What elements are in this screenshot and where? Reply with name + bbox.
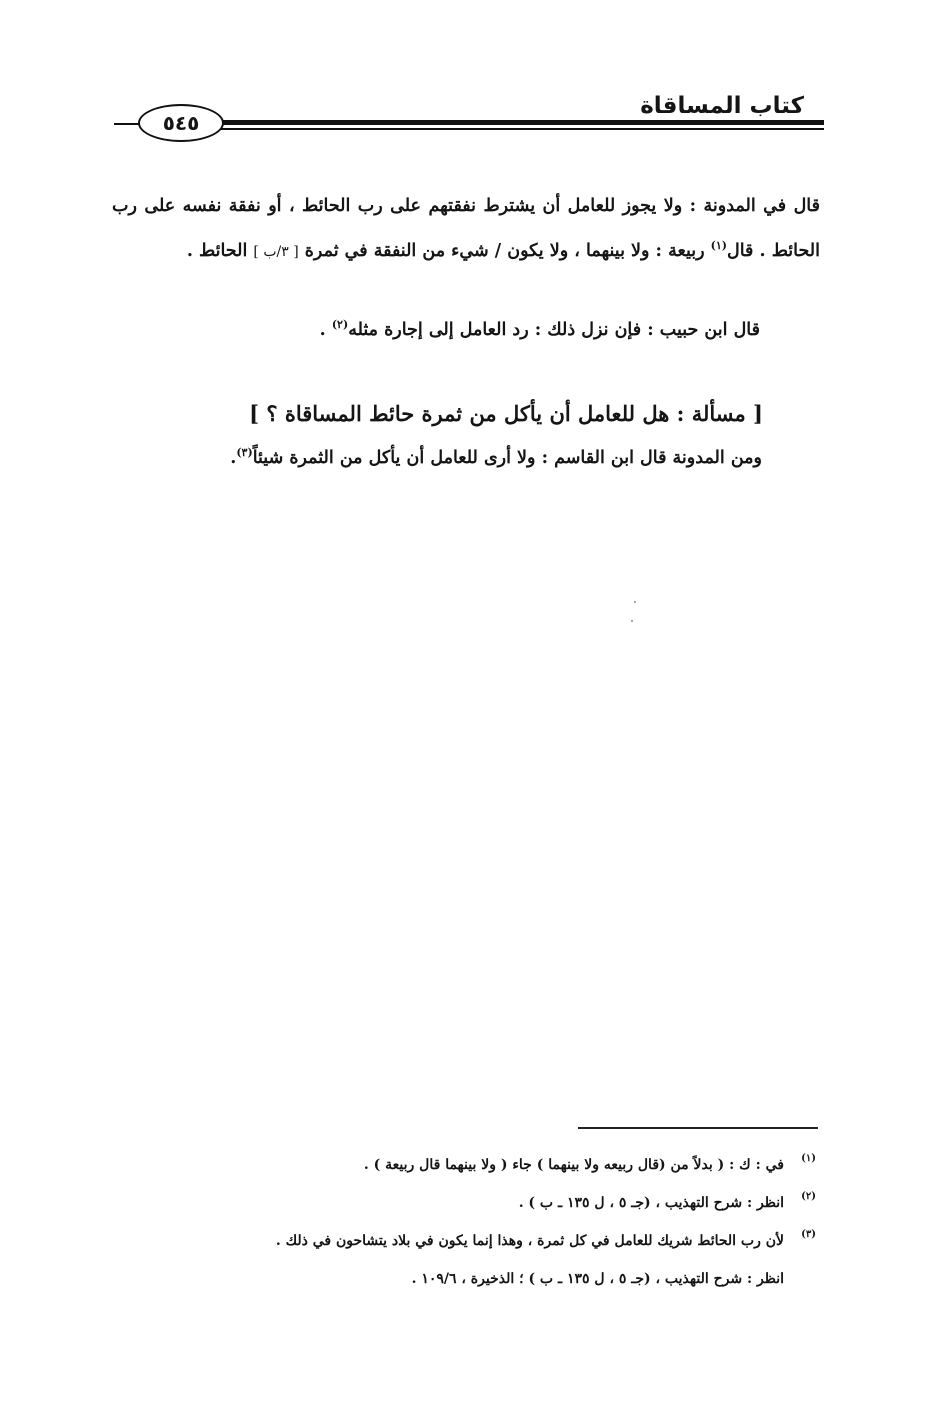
footnote-ref-1: (١)	[710, 239, 727, 253]
paragraph-2	[200, 308, 760, 353]
paragraph-3-end: .	[230, 448, 237, 468]
header-rule	[210, 120, 824, 125]
footnotes	[200, 1146, 816, 1298]
footnote-ref-2: (٢)	[331, 318, 349, 332]
footnote-3-continuation	[200, 1260, 816, 1298]
footnote-text: انظر : شرح التهذيب ، (جـ ٥ ، ل ١٣٥ ـ ب ) ؛ الذخيرة ، ١٠٩/٦ .	[411, 1271, 784, 1287]
footnote-1	[200, 1146, 816, 1184]
paragraph-2-end: .	[319, 320, 332, 340]
footnote-separator	[578, 1127, 818, 1129]
page-number: ٥٤٥	[138, 104, 224, 142]
paragraph-1	[112, 184, 820, 275]
footnote-number: (٢)	[801, 1191, 816, 1202]
header-rule-thin	[210, 128, 824, 130]
section-heading: [ مسألة : هل للعامل أن يأكل من ثمرة حائط المساقاة ؟ ]	[249, 401, 763, 426]
footnote-ref-3: (٣)	[236, 446, 253, 460]
paragraph-3	[150, 436, 762, 481]
paragraph-2-text: قال ابن حبيب : فإن نزل ذلك : رد العامل إلى إجارة مثله	[348, 320, 760, 340]
footnote-text: انظر : شرح التهذيب ، (جـ ٥ ، ل ١٣٥ ـ ب ) .	[518, 1195, 784, 1211]
footnote-text: لأن رب الحائط شريك للعامل في كل ثمرة ، وهذا إنما يكون في بلاد يتشاحون في ذلك .	[275, 1233, 784, 1249]
scan-speck	[631, 620, 633, 622]
folio-marker: [ ٣/ب ]	[253, 244, 299, 260]
scan-speck	[634, 601, 636, 603]
footnote-number: (٣)	[801, 1229, 816, 1240]
footnote-3	[200, 1222, 816, 1260]
footnote-2	[200, 1184, 816, 1222]
book-title: كتاب المساقاة	[634, 92, 810, 120]
paragraph-1-text-end: الحائط .	[186, 241, 254, 261]
footnote-text: في : ك : ( بدلاً من (قال ربيعه ولا بينهما ) جاء ( ولا بينهما قال ربيعة ) .	[363, 1157, 784, 1173]
footnote-number: (١)	[801, 1153, 816, 1164]
paragraph-3-text: ومن المدونة قال ابن القاسم : ولا أرى للعامل أن يأكل من الثمرة شيئاً	[252, 448, 762, 468]
paragraph-1-text-cont: ربيعة : ولا بينهما ، ولا يكون / شيء من النفقة في ثمرة	[304, 241, 711, 261]
paragraph-1-text: قال في المدونة : ولا يجوز للعامل أن يشترط نفقتهم على رب الحائط ، أو نفقة نفسه على رب الحائط . قال	[112, 196, 820, 261]
running-header	[112, 92, 824, 152]
